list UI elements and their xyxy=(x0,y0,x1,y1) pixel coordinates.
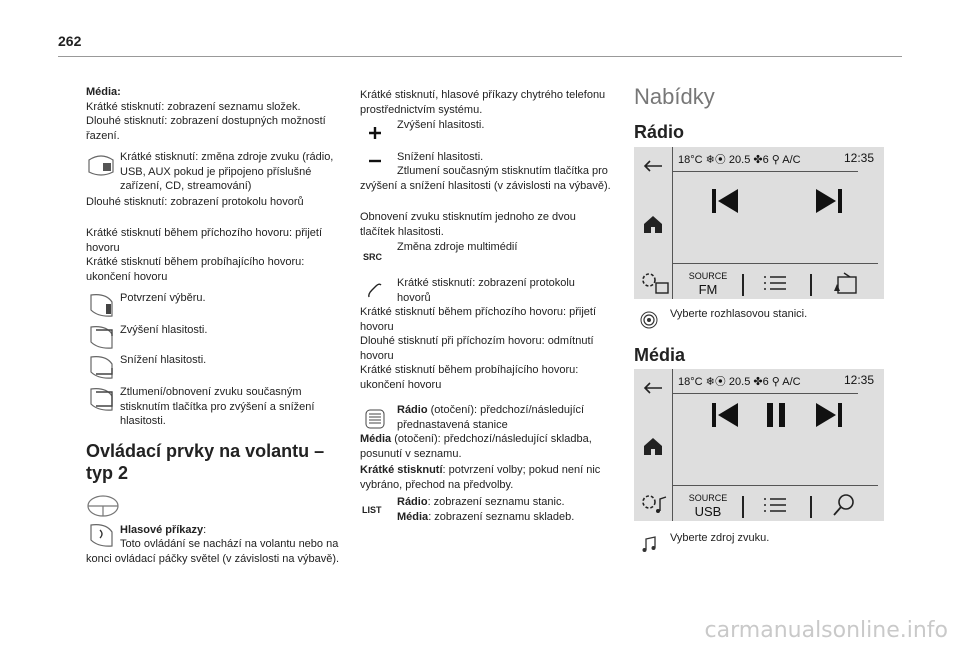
home-icon[interactable] xyxy=(642,213,664,235)
next-track-icon[interactable] xyxy=(814,401,844,429)
source-label: SOURCE xyxy=(688,493,728,503)
status-bar-climate: 18°C ❄⦿ 20.5 ✤6 ⚲ A/C xyxy=(678,154,801,166)
radio-title: Rádio xyxy=(634,122,685,142)
call-accept: Krátké stisknutí během příchozího hovoru: přijetí hovoru xyxy=(86,227,323,254)
menus-title: Nabídky xyxy=(634,84,715,109)
radio-caption: Vyberte rozhlasovou stanici. xyxy=(670,308,808,320)
next-track-icon[interactable] xyxy=(814,187,844,215)
minus-mute: Ztlumení současným stisknutím tlačítka pro zvýšení a snížení hlasitosti (v závislosti na výbavě). xyxy=(360,165,611,192)
volume-restore: Obnovení zvuku stisknutím jednoho ze dvou tlačítek hlasitosti. xyxy=(360,211,576,238)
confirm-selection: Potvrzení výběru. xyxy=(120,292,206,304)
short-press-confirm xyxy=(360,463,612,492)
previous-track-icon[interactable] xyxy=(710,401,740,429)
voice-commands-label xyxy=(120,523,206,538)
phone-voice-intro: Krátké stisknutí, hlasové příkazy chytrého telefonu prostřednictvím systému. xyxy=(360,89,606,116)
home-icon[interactable] xyxy=(642,435,664,457)
back-arrow-icon[interactable] xyxy=(642,381,664,395)
controls-divider xyxy=(672,485,878,486)
call-block xyxy=(86,226,348,284)
separator xyxy=(742,274,744,296)
list-media-bold: Média xyxy=(397,511,429,523)
short-press-text: : potvrzení volby; pokud není nic vybráno, přechod na předvolby. xyxy=(360,464,601,491)
radio-rotation-text: (otočení): předchozí/následující přednastavená stanice xyxy=(397,404,585,431)
radio-preset-icon[interactable] xyxy=(830,271,858,295)
plus-icon xyxy=(366,124,384,142)
media-rotation-text: (otočení): předchozí/následující skladba, posunutí v seznamu. xyxy=(360,433,592,460)
media-bold: Média xyxy=(360,433,392,445)
list-radio xyxy=(397,495,565,510)
call-end-2: Krátké stisknutí během probíhajícího hovoru: ukončení hovoru xyxy=(360,364,579,391)
page-number: 262 xyxy=(58,33,82,49)
steering-volume-down-icon xyxy=(86,352,116,382)
mute-text: Ztlumení/obnovení zvuku současným stisknutím tlačítka pro zvýšení a snížení hlasitosti. xyxy=(120,386,315,428)
source-value[interactable]: USB xyxy=(694,504,722,519)
media-block xyxy=(86,85,348,143)
radio-station-icon xyxy=(640,311,658,329)
list-icon[interactable] xyxy=(762,495,788,515)
volume-up: Zvýšení hlasitosti. xyxy=(120,324,208,336)
section-title-steering-type2: Ovládací prvky na volantu – typ 2 xyxy=(86,441,325,483)
status-divider xyxy=(672,171,858,172)
steering-volume-up-icon xyxy=(86,322,116,352)
status-clock: 12:35 xyxy=(843,151,874,165)
call-reject: Dlouhé stisknutí při příchozím hovoru: odmítnutí hovoru xyxy=(360,335,594,362)
pause-icon[interactable] xyxy=(764,401,788,429)
list-media xyxy=(397,510,574,525)
status-bar-climate: 18°C ❄⦿ 20.5 ✤6 ⚲ A/C xyxy=(678,376,801,388)
status-clock: 12:35 xyxy=(843,373,874,387)
list-button-label: LIST xyxy=(362,505,382,515)
separator xyxy=(810,496,812,518)
media-heading: Média: xyxy=(86,86,121,98)
source-label: SOURCE xyxy=(688,271,728,281)
src-button-label: SRC xyxy=(363,252,383,262)
media-short-press: Krátké stisknutí: zobrazení seznamu složek. xyxy=(86,100,301,113)
list-radio-text: : zobrazení seznamu stanic. xyxy=(427,496,565,508)
steering-mute-icon xyxy=(86,384,116,414)
list-media-text: : zobrazení seznamu skladeb. xyxy=(428,511,575,523)
list-radio-bold: Rádio xyxy=(397,496,428,508)
source-long-press: Dlouhé stisknutí: zobrazení protokolu hovorů xyxy=(86,196,304,208)
previous-track-icon[interactable] xyxy=(710,187,740,215)
steering-source-button-icon xyxy=(86,150,116,180)
mute-first-line xyxy=(120,385,350,429)
phone-icon xyxy=(364,280,386,302)
plus-volume-up: Zvýšení hlasitosti. xyxy=(397,119,485,131)
media-title: Média xyxy=(634,345,686,365)
radio-bold: Rádio xyxy=(397,404,428,416)
watermark: carmanualsonline.info xyxy=(704,618,948,643)
voice-commands-bold: Hlasové příkazy xyxy=(120,524,204,536)
header-divider xyxy=(58,56,902,57)
settings-radio-icon[interactable] xyxy=(638,269,670,295)
media-caption: Vyberte zdroj zvuku. xyxy=(670,532,770,544)
back-arrow-icon[interactable] xyxy=(642,159,664,173)
controls-divider xyxy=(672,263,878,264)
source-value[interactable]: FM xyxy=(698,282,718,297)
media-screen xyxy=(634,369,884,521)
voice-commands-text: Toto ovládání se nachází na volantu nebo na konci ovládací páčky světel (v závislosti na výbavě). xyxy=(86,538,340,565)
minus-volume-down: Snížení hlasitosti. xyxy=(397,151,484,163)
radio-screen xyxy=(634,147,884,299)
settings-media-icon[interactable] xyxy=(638,491,670,517)
src-change-media: Změna zdroje multimédií xyxy=(397,241,518,253)
list-icon[interactable] xyxy=(762,273,788,293)
steering-wheel-icon xyxy=(86,494,120,518)
media-rotation xyxy=(360,432,612,461)
volume-down: Snížení hlasitosti. xyxy=(120,354,207,366)
radio-rotation xyxy=(397,403,609,432)
thumbwheel-icon xyxy=(364,408,386,430)
media-long-press: Dlouhé stisknutí: zobrazení dostupných možností řazení. xyxy=(86,115,326,142)
steering-confirm-button-icon xyxy=(86,290,116,320)
status-divider xyxy=(672,393,858,394)
phone-short-press: Krátké stisknutí: zobrazení protokolu hovorů xyxy=(397,277,575,304)
source-short-press: Krátké stisknutí: změna zdroje zvuku (rádio, USB, AUX pokud je připojeno příslušné zařízení, CD, streamování) xyxy=(120,151,334,193)
call-block-2 xyxy=(360,305,612,393)
separator xyxy=(810,274,812,296)
search-icon[interactable] xyxy=(832,493,856,517)
short-press-bold: Krátké stisknutí xyxy=(360,464,443,476)
music-note-icon xyxy=(640,535,658,553)
call-accept-2: Krátké stisknutí během příchozího hovoru: přijetí hovoru xyxy=(360,306,597,333)
separator xyxy=(742,496,744,518)
call-end: Krátké stisknutí během probíhajícího hovoru: ukončení hovoru xyxy=(86,256,305,283)
voice-colon: : xyxy=(203,524,207,536)
